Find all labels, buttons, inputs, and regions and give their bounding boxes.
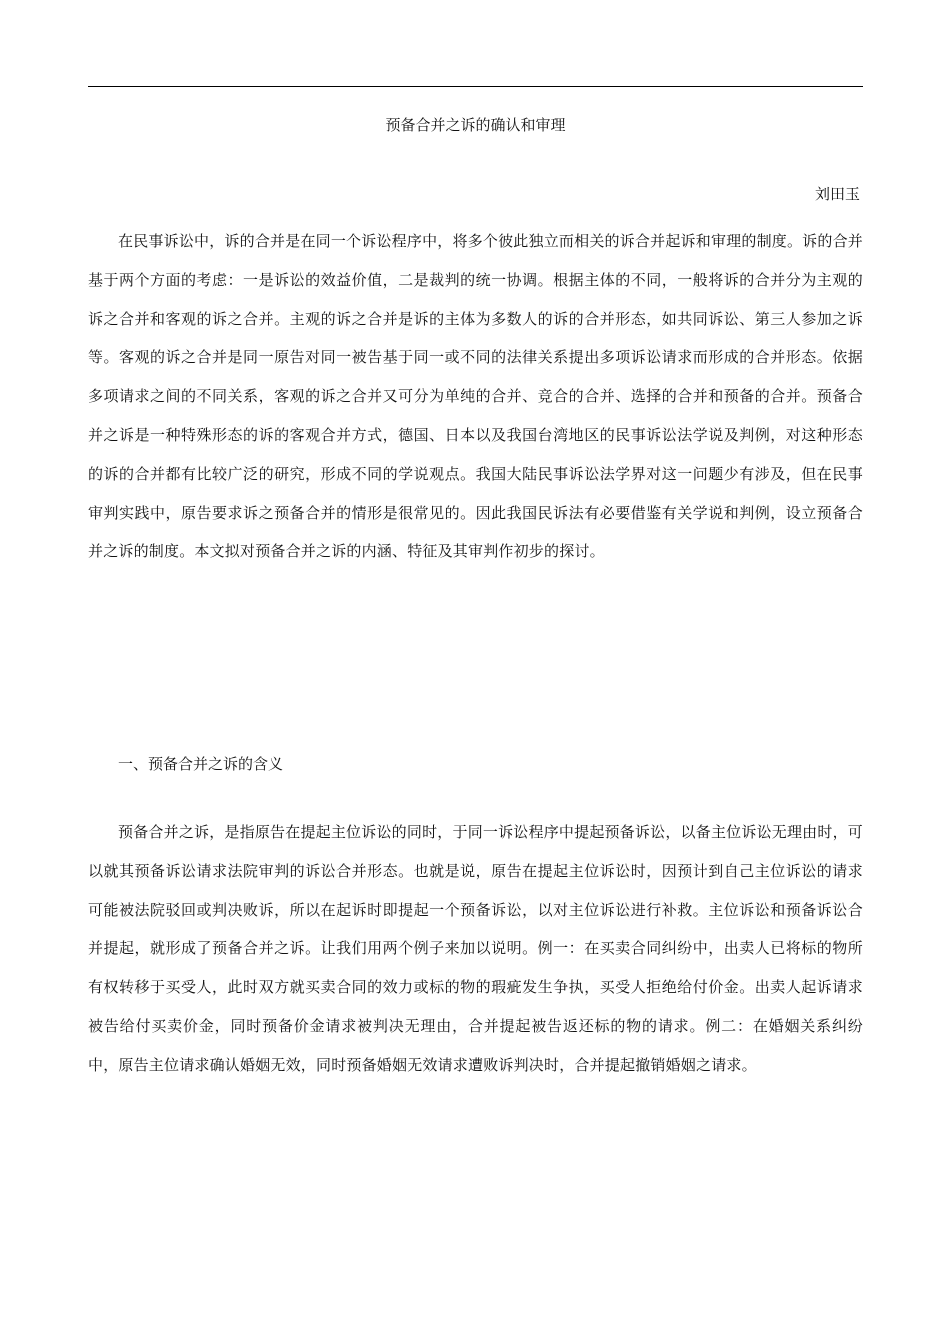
document-author: 刘田玉 [814, 185, 860, 203]
section-heading: 一、预备合并之诉的含义 [118, 755, 284, 773]
section-paragraph: 预备合并之诉，是指原告在提起主位诉讼的同时，于同一诉讼程序中提起预备诉讼，以备主位诉讼无理由时，可以就其预备诉讼请求法院审判的诉讼合并形态。也就是说，原告在提起主位诉讼时，因预计到自己主位诉讼的请求可能被法院驳回或判决败诉，所以在起诉时即提起一个预备诉讼，以对主位诉讼进行补救。主位诉讼和预备诉讼合并提起，就形成了预备合并之诉。让我们用两个例子来加以说明。例一：在买卖合同纠纷中，出卖人已将标的物所有权转移于买受人，此时双方就买卖合同的效力或标的物的瑕疵发生争执，买受人拒绝给付价金。出卖人起诉请求被告给付买卖价金，同时预备价金请求被判决无理由，合并提起被告返还标的物的请求。例二：在婚姻关系纠纷中，原告主位请求确认婚姻无效，同时预备婚姻无效请求遭败诉判决时，合并提起撤销婚姻之请求。 [88, 823, 863, 1074]
intro-paragraph: 在民事诉讼中，诉的合并是在同一个诉讼程序中，将多个彼此独立而相关的诉合并起诉和审理的制度。诉的合并基于两个方面的考虑：一是诉讼的效益价值，二是裁判的统一协调。根据主体的不同，一般将诉的合并分为主观的诉之合并和客观的诉之合并。主观的诉之合并是诉的主体为多数人的诉的合并形态，如共同诉讼、第三人参加之诉等。客观的诉之合并是同一原告对同一被告基于同一或不同的法律关系提出多项诉讼请求而形成的合并形态。依据多项请求之间的不同关系，客观的诉之合并又可分为单纯的合并、竞合的合并、选择的合并和预备的合并。预备合并之诉是一种特殊形态的诉的客观合并方式，德国、日本以及我国台湾地区的民事诉讼法学说及判例，对这种形态的诉的合并都有比较广泛的研究，形成不同的学说观点。我国大陆民事诉讼法学界对这一问题少有涉及，但在民事审判实践中，原告要求诉之预备合并的情形是很常见的。因此我国民诉法有必要借鉴有关学说和判例，设立预备合并之诉的制度。本文拟对预备合并之诉的内涵、特征及其审判作初步的探讨。 [88, 232, 863, 561]
document-title: 预备合并之诉的确认和审理 [385, 116, 566, 134]
header-rule [88, 86, 863, 87]
document-page [88, 0, 863, 1344]
